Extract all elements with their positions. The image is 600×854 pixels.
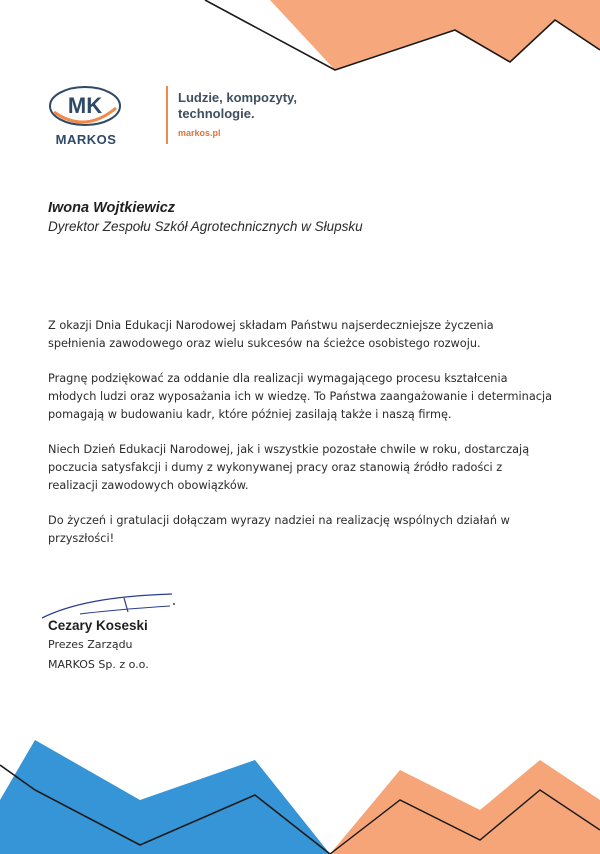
recipient-block — [48, 200, 568, 234]
logo-name: MARKOS — [55, 132, 117, 147]
letterhead — [44, 80, 364, 150]
top-orange-shape — [270, 0, 600, 70]
paragraph-3: Niech Dzień Edukacji Narodowej, jak i wszystkie pozostałe chwile w roku, dostarczają poczucia satysfakcji i dumy z wykonywanej pracy oraz stanowią źródło radości z realizacji zawodowych obowiązków. — [48, 443, 530, 492]
company-tagline — [178, 90, 358, 122]
header-divider — [166, 86, 168, 144]
signer-position: Prezes Zarządu — [48, 638, 133, 651]
signer-company: MARKOS Sp. z o.o. — [48, 658, 149, 671]
signer-name: Cezary Koseski — [48, 618, 148, 633]
recipient-title: Dyrektor Zespołu Szkół Agrotechnicznych w Słupsku — [48, 219, 363, 234]
markos-logo — [44, 80, 128, 150]
letter-body — [48, 317, 553, 565]
mk-logo-icon — [48, 84, 122, 128]
recipient-name: Iwona Wojtkiewicz — [48, 200, 176, 216]
signoff-block — [48, 617, 348, 675]
paragraph-4: Do życzeń i gratulacji dołączam wyrazy nadziei na realizację wspólnych działań w przyszłości! — [48, 514, 510, 545]
paragraph-2: Pragnę podziękować za oddanie dla realizacji wymagającego procesu kształcenia młodych ludzi oraz wyposażania ich w wiedzę. To Państwa zaangażowanie i determinacja pomagają w budowaniu kadr, które później zasilają także i naszą firmę. — [48, 372, 553, 421]
logo-letters: MK — [67, 93, 103, 118]
tagline-line-2: technologie. — [178, 106, 255, 121]
tagline-line-1: Ludzie, kompozyty, — [178, 90, 297, 105]
paragraph-1: Z okazji Dnia Edukacji Narodowej składam Państwu najserdeczniejsze życzenia spełnienia zawodowego oraz wielu sukcesów na ścieżce osobistego rozwoju. — [48, 319, 494, 350]
bottom-orange-shape — [330, 760, 600, 854]
company-website: markos.pl — [178, 128, 221, 138]
